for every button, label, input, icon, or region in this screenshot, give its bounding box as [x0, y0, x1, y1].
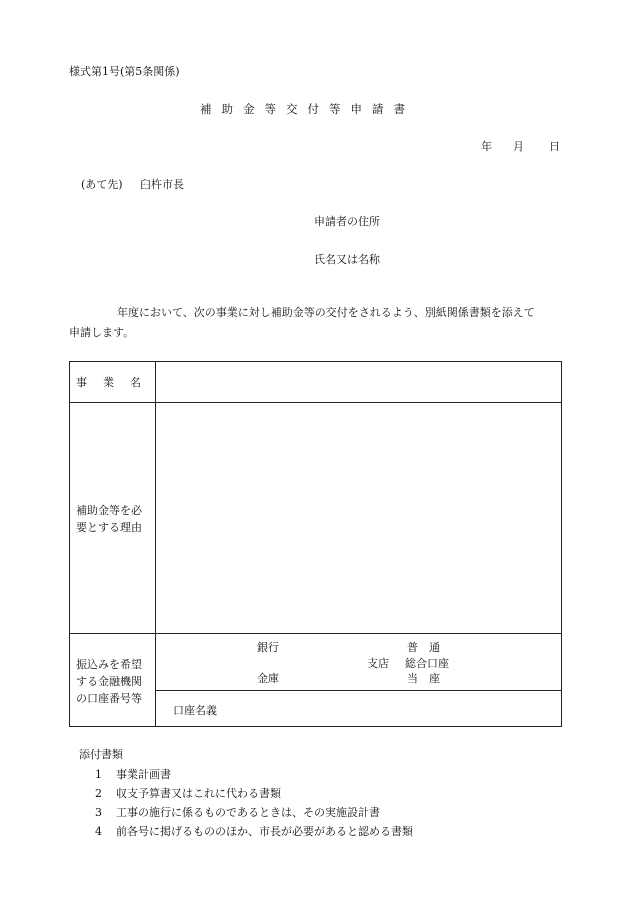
kinko-label: 金庫: [257, 672, 279, 685]
sogo-label: 総合口座: [405, 657, 449, 670]
body-text-line-1: 年度において、次の事業に対し補助金等の交付をされるよう、別紙関係書類を添えて: [117, 306, 535, 319]
attachment-item: 4 前各号に掲げるもののほか、市長が必要があると認める書類: [95, 825, 413, 838]
attachment-item: 1 事業計画書: [95, 768, 171, 781]
reason-label: 補助金等を必 要とする理由: [76, 504, 142, 534]
addressee-label: (あて先): [81, 178, 123, 191]
branch-label: 支店: [367, 657, 389, 670]
date-day-label: 日: [549, 140, 560, 153]
table-row-divider: [155, 690, 561, 691]
application-table: [69, 361, 562, 727]
document-title: 補助金等交付等申請書: [200, 102, 415, 116]
attachment-item: 2 収支予算書又はこれに代わる書類: [95, 787, 281, 800]
form-number: 様式第1号(第5条関係): [69, 65, 180, 78]
project-name-label: 事業名: [76, 376, 157, 389]
toza-label: 当 座: [407, 672, 440, 685]
project-name-field[interactable]: [156, 363, 561, 401]
bank-label: 銀行: [257, 641, 279, 654]
bank-account-label: 振込みを希望 する金融機関 の口座番号等: [76, 658, 142, 705]
reason-field[interactable]: [156, 403, 561, 632]
date-year-label: 年: [481, 140, 492, 153]
addressee-name: 臼杵市長: [140, 178, 184, 191]
body-text-line-2: 申請します。: [69, 326, 135, 339]
applicant-name-label: 氏名又は名称: [314, 253, 380, 266]
applicant-address-label: 申請者の住所: [314, 215, 380, 228]
futsu-label: 普 通: [407, 641, 440, 654]
attachment-item: 3 工事の施行に係るものであるときは、その実施設計書: [95, 806, 380, 819]
table-row-divider: [70, 633, 561, 634]
date-month-label: 月: [513, 140, 524, 153]
account-name-label: 口座名義: [173, 704, 217, 717]
attachments-title: 添付書類: [79, 748, 123, 761]
